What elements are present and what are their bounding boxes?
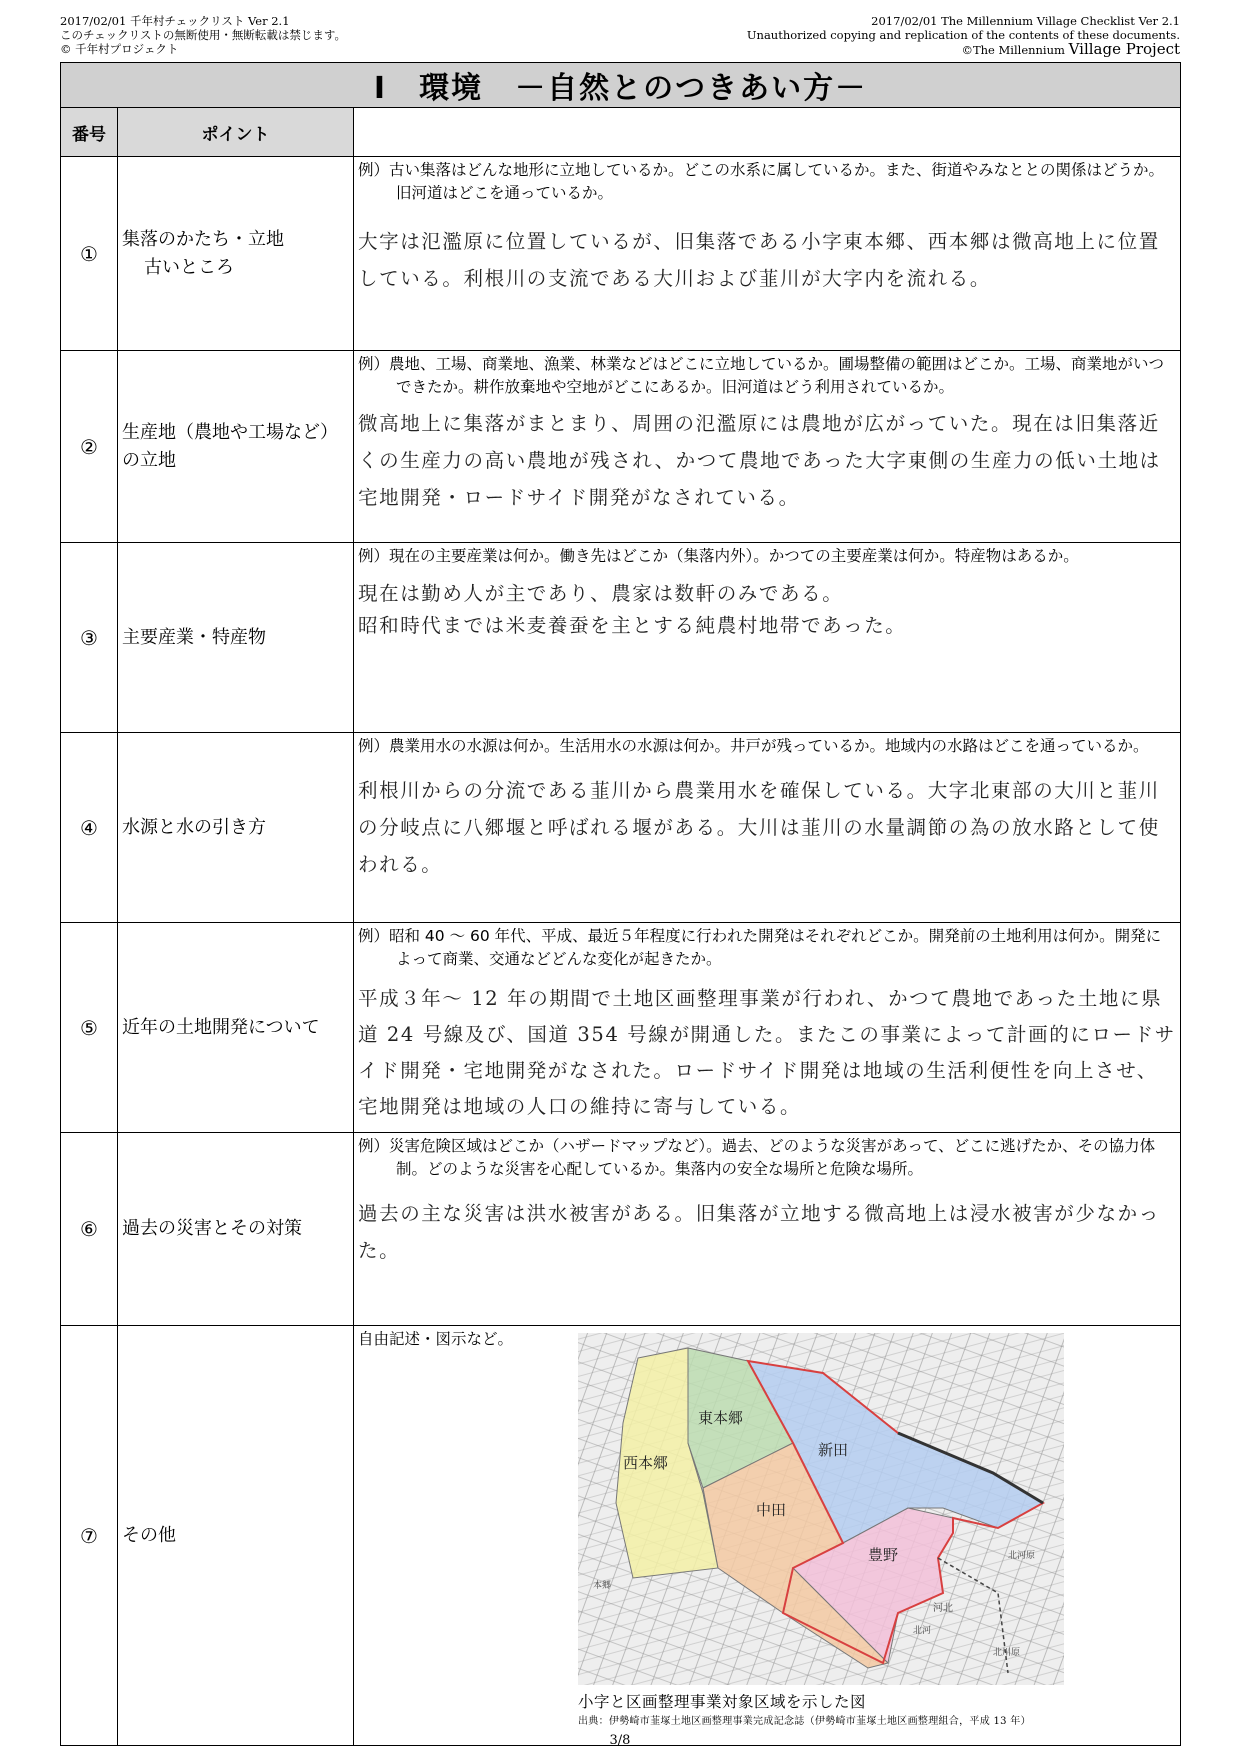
row-content [354, 157, 1181, 351]
label-nishihongo: 西本郷 [623, 1454, 669, 1472]
row-content [354, 1133, 1181, 1326]
row-content [354, 351, 1181, 543]
row-number: ⑦ [61, 1326, 118, 1746]
example-text: 例）災害危険区域はどこか（ハザードマップなど）。過去、どのような災害があって、どこに逃げたか、その協力体制。どのような災害を心配しているか。集落内の安全な場所と危険な場所。 [358, 1137, 1156, 1178]
answer-text: 微高地上に集落がまとまり、周囲の氾濫原には農地が広がっていた。現在は旧集落近くの生産力の高い農地が残され、かつて農地であった大字東側の生産力の低い土地は宅地開発・ロードサイド開発がなされている。 [358, 412, 1161, 509]
table-row [61, 157, 1181, 351]
label-shinden: 新田 [818, 1441, 849, 1459]
row-number: ⑤ [61, 923, 118, 1133]
table-row [61, 351, 1181, 543]
answer-text: 大字は氾濫原に位置しているが、旧集落である小字東本郷、西本郷は微高地上に位置している。利根川の支流である大川および韮川が大字内を流れる。 [358, 230, 1160, 290]
map-caption: 小字と区画整理事業対象区域を示した図 [578, 1693, 867, 1711]
column-header-blank [354, 108, 1181, 157]
label-toyono: 豊野 [868, 1546, 899, 1564]
table-row [61, 1133, 1181, 1326]
row-content [354, 733, 1181, 923]
row-number: ② [61, 351, 118, 543]
answer-text: 平成３年〜 12 年の期間で土地区画整理事業が行われ、かつて農地であった土地に県道 24 号線及び、国道 354 号線が開通した。またこの事業によって計画的にロードサイド開発・宅地開発がなされた。ロードサイド開発は地域の生活利便性を向上させ、宅地開発は地域の人口の維持に寄与している。 [358, 987, 1176, 1118]
row-point: その他 [118, 1326, 354, 1746]
header-left-line: © 千年村プロジェクト [60, 42, 179, 56]
label-small: 本郷 [593, 1581, 612, 1591]
header-left [60, 14, 346, 56]
table-row [61, 923, 1181, 1133]
section-title: Ⅰ 環境 －自然とのつきあい方－ [61, 63, 1181, 108]
header-right [747, 14, 1180, 57]
header-right-line: 2017/02/01 The Millennium Village Checklist Ver 2.1 [871, 14, 1180, 28]
row-point: 過去の災害とその対策 [118, 1133, 354, 1326]
example-text: 例）農業用水の水源は何か。生活用水の水源は何か。井戸が残っているか。地域内の水路はどこを通っているか。 [358, 737, 1149, 755]
row-point: 生産地（農地や工場など） の立地 [118, 351, 354, 543]
row-number: ③ [61, 543, 118, 733]
answer-text: 過去の主な災害は洪水被害がある。旧集落が立地する微高地上は浸水被害が少なかった。 [358, 1202, 1160, 1262]
answer-text: 現在は勤め人が主であり、農家は数軒のみである。 昭和時代までは米麦養蚕を主とする純農村地帯であった。 [358, 582, 907, 637]
row-content [354, 923, 1181, 1133]
column-header-num: 番号 [61, 108, 118, 157]
map-source: 出典：伊勢崎市韮塚土地区画整理事業完成記念誌（伊勢崎市韮塚土地区画整理組合，平成 13 年） [578, 1716, 1031, 1727]
row-number: ① [61, 157, 118, 351]
table-row [61, 543, 1181, 733]
example-text: 例）現在の主要産業は何か。働き先はどこか（集落内外）。かつての主要産業は何か。特産物はあるか。 [358, 547, 1079, 565]
label-small: 北河原 [1008, 1551, 1036, 1561]
example-text: 例）昭和 40 〜 60 年代、平成、最近５年程度に行われた開発はそれぞれどこか。開発前の土地利用は何か。開発によって商業、交通などどんな変化が起きたか。 [358, 927, 1162, 968]
table-row [61, 733, 1181, 923]
row-point: 主要産業・特産物 [118, 543, 354, 733]
column-header-point: ポイント [118, 108, 354, 157]
label-small: 北川原 [993, 1648, 1021, 1658]
row-point: 水源と水の引き方 [118, 733, 354, 923]
row-number: ④ [61, 733, 118, 923]
page-number: 3/8 [609, 1733, 631, 1748]
row-number: ⑥ [61, 1133, 118, 1326]
row-point: 近年の土地開発について [118, 923, 354, 1133]
example-text: 例）古い集落はどんな地形に立地しているか。どこの水系に属しているか。また、街道やみなととの関係はどうか。旧河道はどこを通っているか。 [358, 161, 1165, 202]
label-higashihongo: 東本郷 [698, 1409, 744, 1427]
example-text: 例）農地、工場、商業地、漁業、林業などはどこに立地しているか。圃場整備の範囲はどこか。工場、商業地がいつできたか。耕作放棄地や空地がどこにあるか。旧河道はどう利用されているか。 [358, 355, 1165, 396]
district-map [578, 1333, 1064, 1685]
free-text-label: 自由記述・図示など。 [358, 1330, 514, 1348]
district-map-svg [578, 1333, 1064, 1685]
label-nakata: 中田 [756, 1501, 787, 1519]
header-right-line: Unauthorized copying and replication of the contents of these documents. [746, 28, 1180, 42]
header-left-line: このチェックリストの無断使用・無断転載は禁じます。 [60, 28, 347, 42]
label-small: 北河 [913, 1626, 932, 1636]
row-point: 集落のかたち・立地 古いところ [118, 157, 354, 351]
answer-text: 利根川からの分流である韮川から農業用水を確保している。大字北東部の大川と韮川の分岐点に八郷堰と呼ばれる堰がある。大川は韮川の水量調節の為の放水路として使われる。 [358, 779, 1160, 876]
header-right-line: ©The Millennium Village Project [961, 40, 1180, 58]
row-content [354, 543, 1181, 733]
header-left-line: 2017/02/01 千年村チェックリスト Ver 2.1 [60, 14, 290, 28]
label-small: 河北 [933, 1603, 953, 1614]
